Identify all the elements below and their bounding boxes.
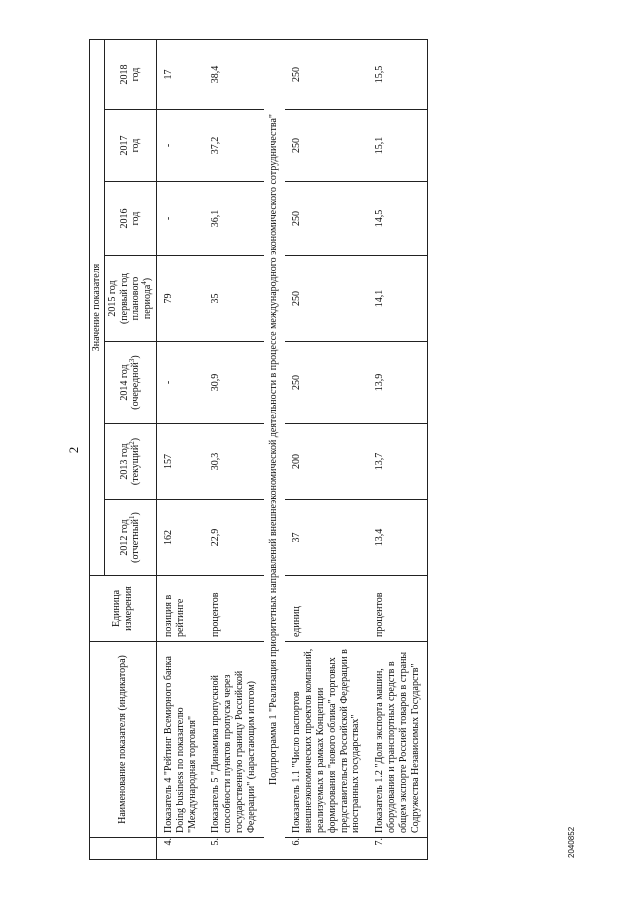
page-number: 2 — [66, 446, 81, 454]
table-row — [204, 39, 263, 859]
header-year — [104, 182, 156, 256]
indicator-value: 250 — [285, 182, 368, 256]
footnote-mark: 2 — [128, 441, 137, 445]
header-year-close: ) — [130, 355, 142, 359]
footnote-mark: 4 — [140, 281, 149, 285]
header-year-line2: (очередной — [130, 362, 142, 410]
indicator-value: 30,3 — [204, 424, 263, 500]
indicator-name: Показатель 1.2 "Доля экспорта машин, оборудования и транспортных средств в общем экспорте Россией товаров в страны Содружества Независимых Государств" — [368, 642, 428, 838]
indicator-unit: позиция в рейтинге — [156, 576, 204, 642]
subprogram-row — [264, 39, 286, 859]
header-year-line2: (текущий — [130, 444, 142, 486]
table-row — [285, 39, 368, 859]
indicators-table — [89, 39, 428, 860]
indicator-value: 17 — [156, 39, 204, 109]
indicator-name: Показатель 1.1 "Число паспортов внешнеэкономических проектов компаний, реализуемых в рамках Концепции формирования "нового облика" торговых представительств Российской Федерации в иностранных государствах" — [285, 642, 368, 838]
indicator-value: - — [156, 182, 204, 256]
rotated-page — [62, 40, 622, 860]
row-number: 7 . — [368, 838, 428, 860]
indicator-value: 250 — [285, 39, 368, 109]
header-unit: Единица измерения — [90, 576, 157, 642]
header-name: Наименование показателя (индикатора) — [90, 642, 157, 838]
indicator-value: 15,1 — [368, 110, 428, 182]
table-row — [156, 39, 204, 859]
header-year-line1: 2012 год — [118, 519, 130, 556]
indicator-value: 13,4 — [368, 500, 428, 576]
header-year-line1: 2013 год — [118, 443, 130, 480]
indicator-value: - — [156, 110, 204, 182]
header-year — [104, 342, 156, 424]
table-row — [368, 39, 428, 859]
footnote-mark: 1 — [128, 515, 137, 520]
indicator-value: 35 — [204, 256, 263, 342]
indicator-unit: единиц — [285, 576, 368, 642]
indicator-value: 14,5 — [368, 182, 428, 256]
header-year-line1: 2017 — [118, 135, 130, 156]
header-year-line2: (отчетный — [130, 519, 142, 563]
indicator-value: 79 — [156, 256, 204, 342]
header-row-top — [90, 39, 105, 859]
indicator-value: 30,9 — [204, 342, 263, 424]
indicator-name: Показатель 5 "Динамика пропускной способности пунктов пропуска через государственную границу Российской Федерации" (нарастающим итогом) — [204, 642, 263, 838]
indicator-value: 36,1 — [204, 182, 263, 256]
indicator-value: 37,2 — [204, 110, 263, 182]
indicator-value: 15,5 — [368, 39, 428, 109]
header-year-line2: год — [130, 67, 142, 82]
indicator-value: 250 — [285, 110, 368, 182]
header-year-line1: 2018 — [118, 64, 130, 85]
header-year-line2: год — [130, 211, 142, 226]
header-year-line2: (первый год планового периода — [118, 272, 154, 325]
row-number: 5 . — [204, 838, 263, 860]
indicator-value: 22,9 — [204, 500, 263, 576]
indicator-unit: процентов — [368, 576, 428, 642]
document-code: 2040852 — [567, 826, 576, 858]
header-num — [90, 838, 157, 860]
header-year-line1: 2016 — [118, 208, 130, 229]
header-year — [104, 424, 156, 500]
indicator-value: - — [156, 342, 204, 424]
header-year — [104, 500, 156, 576]
indicator-value: 37 — [285, 500, 368, 576]
indicator-value: 13,7 — [368, 424, 428, 500]
footnote-mark: 3 — [128, 358, 137, 363]
row-number: 4 . — [156, 838, 204, 860]
header-year-line1: 2014 год — [118, 364, 130, 401]
indicator-value: 38,4 — [204, 39, 263, 109]
header-year — [104, 39, 156, 109]
indicator-value: 14,1 — [368, 256, 428, 342]
indicator-name: Показатель 4 "Рейтинг Всемирного банка Doing business по показателю "Международная торговля" — [156, 642, 204, 838]
indicator-value: 250 — [285, 342, 368, 424]
header-year-line1: 2015 год — [106, 280, 118, 317]
indicator-value: 157 — [156, 424, 204, 500]
header-year — [104, 110, 156, 182]
table-body — [156, 39, 427, 859]
header-year-close: ) — [130, 437, 142, 442]
header-values-group: Значение показателя — [90, 39, 105, 575]
indicator-value: 13,9 — [368, 342, 428, 424]
header-year-line2: год — [130, 138, 142, 153]
header-year — [104, 256, 156, 342]
header-year-close: ) — [130, 512, 142, 516]
subprogram-title: Подпрограмма 1 "Реализация приоритетных направлений внешнеэкономической деятельности в процессе международного экономического сотрудничества" — [264, 39, 286, 859]
header-year-close: ) — [142, 277, 154, 282]
indicator-value: 250 — [285, 256, 368, 342]
indicator-value: 200 — [285, 424, 368, 500]
row-number: 6 . — [285, 838, 368, 860]
indicator-value: 162 — [156, 500, 204, 576]
indicator-unit: процентов — [204, 576, 263, 642]
